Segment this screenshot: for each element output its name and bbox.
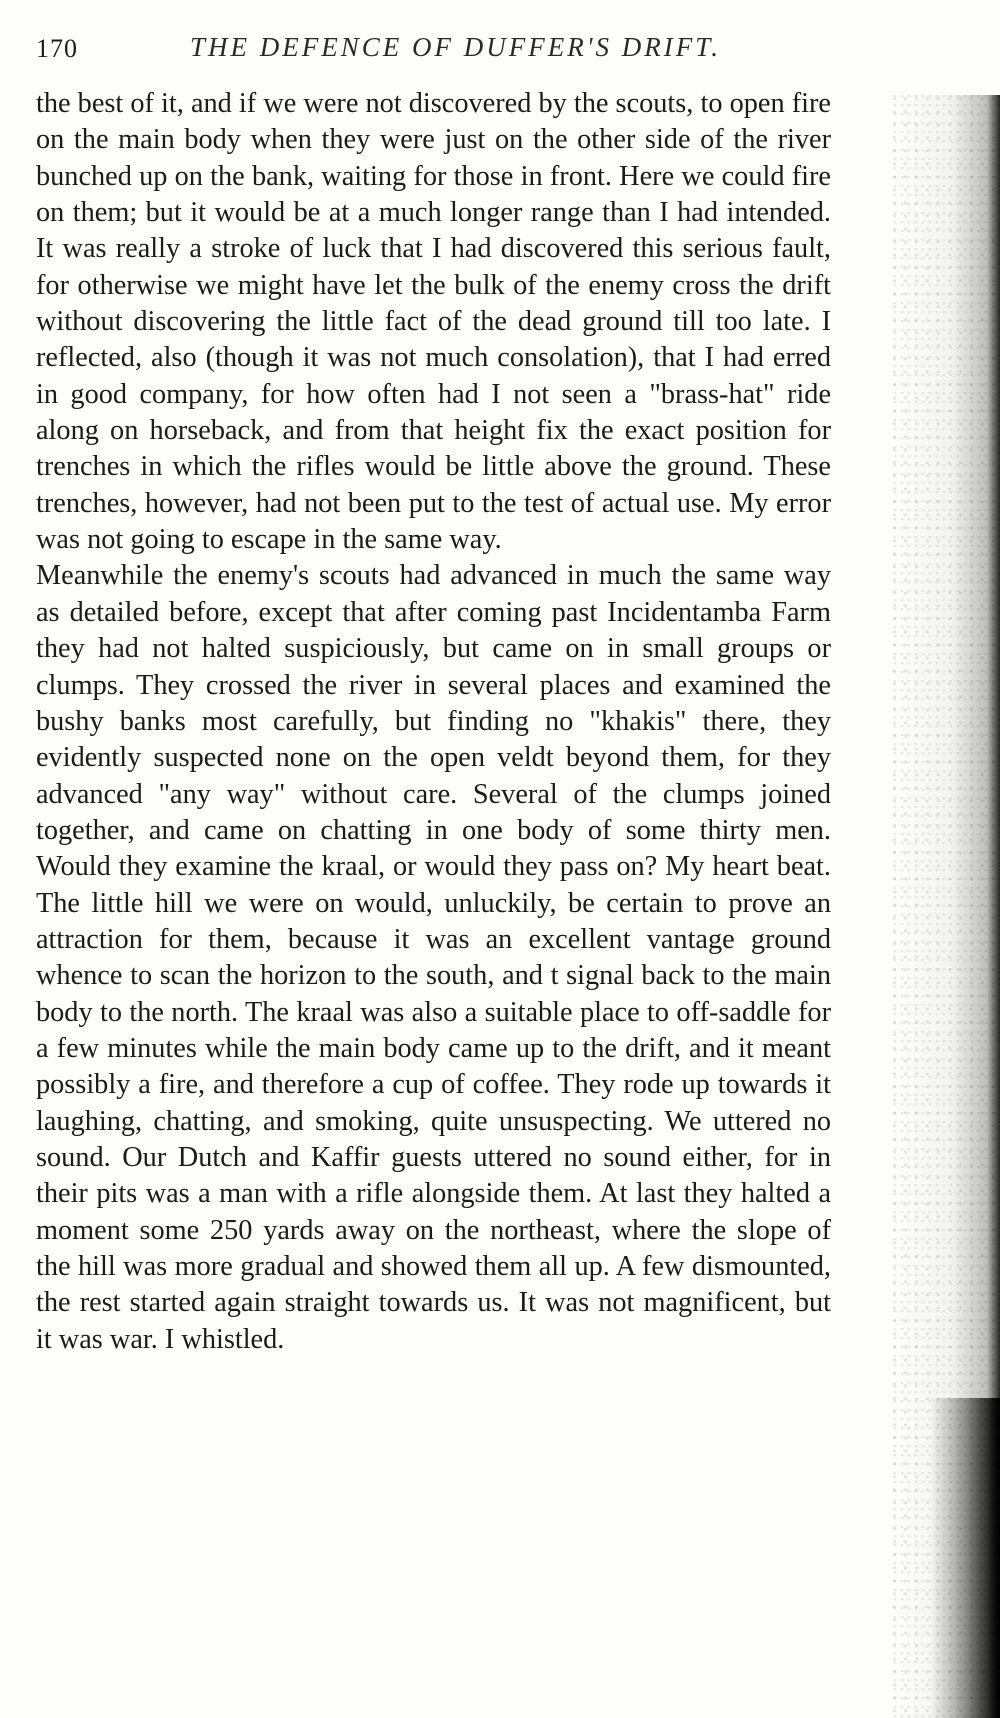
page-number: 170	[36, 34, 78, 63]
paragraph-2: Meanwhile the enemy's scouts had advanced in much the same way as detailed before, except that after coming past Incidentamba Farm they had not halted suspiciously, but came on in small groups or clumps. They crossed the river in several places and examined the bushy banks most carefully, but finding no "khakis" there, they evidently suspected none on the open veldt beyond them, for they advanced "any way" without care. Several of the clumps joined together, and came on chatting in one body of some thirty men. Would they examine the kraal, or would they pass on? My heart beat. The little hill we were on would, unluckily, be certain to prove an attraction for them, because it was an excellent vantage ground whence to scan the horizon to the south, and t signal back to the main body to the north. The kraal was also a suitable place to off-saddle for a few minutes while the main body came up to the drift, and it meant possibly a fire, and therefore a cup of coffee. They rode up towards it laughing, chatting, and smoking, quite unsuspecting. We uttered no sound. Our Dutch and Kaffir guests uttered no sound either, for in their pits was a man with a rifle alongside them. At last they halted a moment some 250 yards away on the northeast, where the slope of the hill was more gradual and showed them all up. A few dismounted, the rest started again straight towards us. It was not magnificent, but it was war. I whistled.	[36, 560, 831, 1355]
running-title: THE DEFENCE OF DUFFER'S DRIFT.	[190, 32, 721, 62]
page-header	[36, 24, 896, 74]
body-text	[36, 86, 831, 1358]
paragraph-1: the best of it, and if we were not discovered by the scouts, to open fire on the main body when they were just on the other side of the river bunched up on the bank, waiting for those in front. Here we could fire on them; but it would be at a much longer range than I had intended. It was really a stroke of luck that I had discovered this serious fault, for otherwise we might have let the bulk of the enemy cross the drift without discovering the little fact of the dead ground till too late. I reflected, also (though it was not much consolation), that I had erred in good company, for how often had I not seen a "brass-hat" ride along on horseback, and from that height fix the exact position for trenches in which the rifles would be little above the ground. These trenches, however, had not been put to the test of actual use. My error was not going to escape in the same way.	[36, 88, 831, 556]
scan-edge-shadow-bottom	[930, 1398, 1000, 1718]
